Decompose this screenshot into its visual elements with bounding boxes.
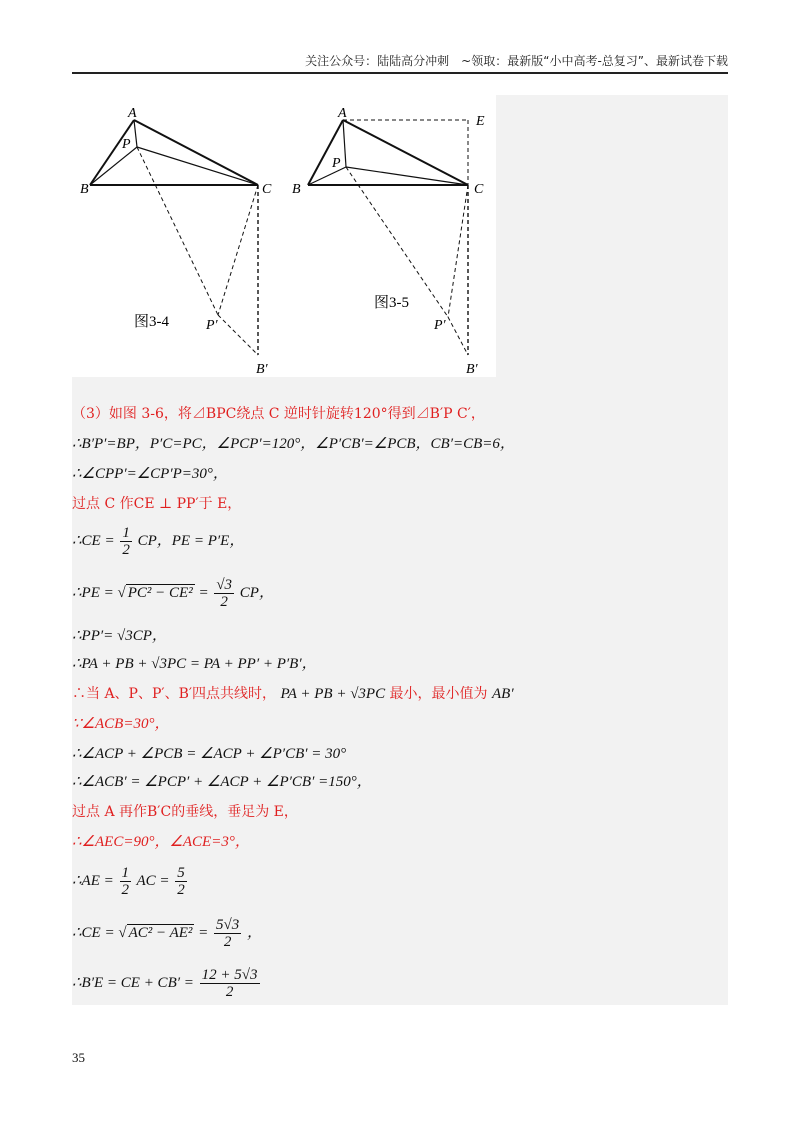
solution-line-17	[72, 967, 262, 1000]
frac-num: 5	[177, 865, 185, 881]
frac-den: 2	[225, 984, 234, 1000]
l6-eq: =	[198, 584, 209, 601]
fraction	[200, 967, 260, 1000]
fraction	[214, 917, 241, 950]
l17-prefix: ∴B′E = CE + CB′ =	[72, 974, 194, 991]
solution-line-4: 过点 C 作CE ⊥ PP′于 E，	[72, 496, 242, 512]
label-A: A	[128, 106, 137, 121]
frac-den: 2	[121, 882, 129, 898]
solution-line-3: ∴∠CPP′=∠CP′P=30°，	[72, 466, 228, 482]
frac-den: 2	[177, 882, 185, 898]
page-number: 35	[72, 1050, 85, 1065]
l9-part-d: AB′	[492, 686, 514, 702]
solution-line-9	[72, 685, 514, 703]
fraction	[120, 525, 132, 558]
label-B: B	[292, 182, 301, 197]
label-P: P	[332, 156, 341, 171]
geometry-figures	[72, 95, 496, 377]
label-B-prime: B′	[466, 362, 478, 377]
radical: AC² − AE²	[128, 924, 193, 941]
solution-line-16: ∴CE = √ AC² − AE² = $\frac{5√3}{2}$ ，	[72, 917, 263, 950]
radical: PC² − CE²	[127, 584, 193, 601]
caption-fig-3-4: 图3-4	[134, 314, 169, 330]
l16-suffix: ，	[247, 924, 263, 941]
figure-3-5	[292, 106, 485, 377]
label-B: B	[80, 182, 89, 197]
solution-line-12: ∴∠ACB′ = ∠PCP′ + ∠ACP + ∠P′CB′ =150°，	[72, 774, 372, 790]
frac-num: 1	[121, 865, 129, 881]
l5-prefix: ∴CE =	[72, 532, 115, 549]
frac-num: 12 + 5√3	[201, 967, 258, 983]
l6-prefix: ∴PE =	[72, 584, 114, 601]
solution-line-7: ∴PP′= √3CP，	[72, 628, 167, 644]
l15-prefix: ∴AE =	[72, 872, 114, 889]
label-E: E	[476, 114, 485, 129]
frac-num: 5√3	[216, 917, 240, 933]
l15-mid: AC =	[136, 872, 170, 889]
solution-line-14: ∴∠AEC=90°，∠ACE=3°，	[72, 834, 250, 850]
l16-eq: =	[198, 924, 209, 941]
solution-line-6: ∴PE = √ PC² − CE² = $\frac{√3}{2}$ CP，	[72, 577, 274, 610]
label-A: A	[338, 106, 347, 121]
fraction	[175, 865, 187, 898]
fraction	[120, 865, 132, 898]
fraction	[214, 577, 234, 610]
frac-den: 2	[220, 594, 228, 610]
l16-prefix: ∴CE =	[72, 924, 115, 941]
figure-side-panel	[496, 95, 728, 377]
l6-suffix: CP，	[239, 584, 274, 601]
l9-part-c: 最小，最小值为	[389, 686, 488, 702]
solution-line-8: ∴PA + PB + √3PC = PA + PP′ + P′B′，	[72, 656, 317, 672]
label-P-prime: P′	[434, 318, 446, 333]
solution-line-1: （3）如图 3-6，将⊿BPC绕点 C 逆时针旋转120°得到⊿B′P C′，	[72, 406, 485, 422]
header-divider	[72, 72, 728, 74]
caption-fig-3-5: 图3-5	[374, 295, 409, 311]
l9-part-a: ∴当 A、P、P′、B′四点共线时，	[72, 686, 277, 702]
label-C: C	[262, 182, 272, 197]
l9-part-b: PA + PB + √3PC	[280, 686, 386, 702]
solution-panel	[72, 377, 728, 1005]
solution-line-11: ∴∠ACP + ∠PCB = ∠ACP + ∠P′CB′ = 30°	[72, 746, 347, 762]
label-P-prime: P′	[206, 318, 218, 333]
solution-line-5	[72, 525, 244, 558]
frac-num: √3	[216, 577, 233, 593]
label-C: C	[474, 182, 484, 197]
solution-line-10: ∵∠ACB=30°，	[72, 716, 170, 732]
page-header: 关注公众号：陆陆高分冲刺 ~领取：最新版“小中高考-总复习”、最新试卷下载	[305, 54, 728, 68]
solution-line-13: 过点 A 再作B′C的垂线，垂足为 E，	[72, 804, 298, 820]
solution-line-15	[72, 865, 189, 898]
frac-num: 1	[122, 525, 130, 541]
frac-den: 2	[223, 934, 232, 950]
figures-area	[72, 95, 496, 377]
l5-suffix: CP，PE = P′E，	[137, 532, 245, 549]
frac-den: 2	[122, 542, 130, 558]
label-B-prime: B′	[256, 362, 268, 377]
solution-line-2: ∴B′P′=BP，P′C=PC，∠PCP′=120°，∠P′CB′=∠PCB，CB′=CB=6，	[72, 436, 515, 452]
figure-3-4	[80, 106, 272, 377]
label-P: P	[122, 137, 131, 152]
